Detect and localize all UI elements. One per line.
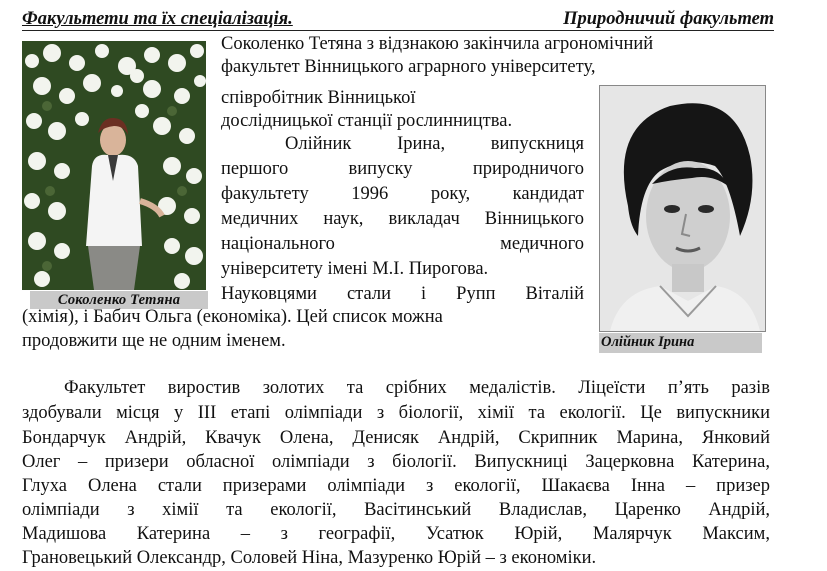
faculty-title: Природничий факультет [563, 9, 774, 29]
text-line: факультету 1996 року, кандидат [221, 184, 584, 204]
text-line: (хімія), і Бабич Ольга (економіка). Цей список можна [22, 307, 443, 327]
text-line: співробітник Вінницької [221, 88, 416, 108]
text-line: факультет Вінницького аграрного університету, [221, 57, 596, 77]
caption-sokolenko: Соколенко Тетяна [30, 291, 208, 309]
text-line: Соколенко Тетяна з відзнакою закінчила агрономічний [221, 34, 654, 54]
paragraph-line: Олег – призери обласної олімпіади з біології. Випускниці Зацерковна Катерина, [22, 452, 770, 472]
paragraph-line: Факультет виростив золотих та срібних медалістів. Ліцеїсти п’ять разів [64, 378, 770, 398]
paragraph-line: Бондарчук Андрій, Квачук Олена, Денисяк Андрій, Скрипник Марина, Янковий [22, 428, 770, 448]
paragraph-line: здобували місця у ІІІ етапі олімпіади з біології, хімії та екології. Це випускники [22, 403, 770, 423]
caption-oliinyk: Олійник Ірина [599, 333, 762, 353]
text-line: університету імені М.І. Пирогова. [221, 259, 489, 279]
photo-oliinyk [599, 85, 766, 332]
paragraph-line: Мадишова Катерина – з географії, Усатюк Юрій, Малярчук Максим, [22, 524, 770, 544]
text-line: першого випуску природничого [221, 159, 584, 179]
text-line: медичних наук, викладач Вінницького [221, 209, 584, 229]
text-line: національного медичного [221, 234, 584, 254]
paragraph-line: Грановецький Олександр, Соловей Ніна, Мазуренко Юрій – з економіки. [22, 548, 597, 568]
photo-sokolenko [22, 41, 206, 290]
section-title: Факультети та їх спеціалізація. [22, 9, 293, 29]
paragraph-line: олімпіади з хімії та екології, Васітинський Владислав, Царенко Андрій, [22, 500, 770, 520]
page-header [22, 8, 774, 31]
portrait-image [600, 86, 765, 331]
text-line: Олійник Ірина, випускниця [285, 134, 584, 154]
flowers-portrait-image [22, 41, 206, 290]
paragraph-line: Глуха Олена стали призерами олімпіади з екології, Шакаєва Інна – призер [22, 476, 770, 496]
text-line: продовжити ще не одним іменем. [22, 331, 286, 351]
text-line: дослідницької станції рослинництва. [221, 111, 513, 131]
text-line: Науковцями стали і Рупп Віталій [221, 284, 584, 304]
